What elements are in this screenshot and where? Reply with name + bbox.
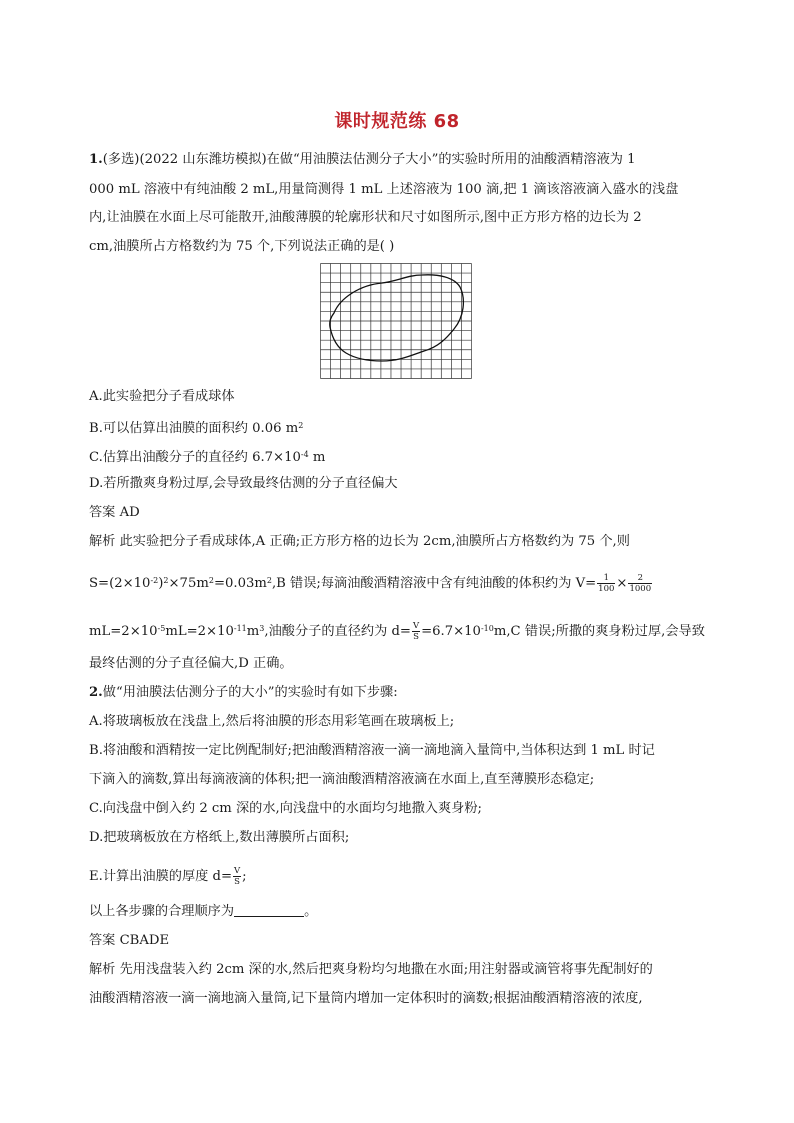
- q1-analysis-2: $S=(2\times 10^{-2})^2\times 75m^2=0.03m^2,B$ 错误;每滴油酸酒精溶液中含有纯油酸的体积约为 V= $\frac{1}{100}$ × $\frac{2}{1000}$: [89, 573, 652, 594]
- q2-step-b-2: 下滴入的滴数,算出每滴液滴的体积;把一滴油酸酒精溶液滴在水面上,直至薄膜形态稳定;: [89, 772, 595, 787]
- q1-analysis-3: $mL=2\times 10^{-5}mL=2\times 10^{-11}m^3$,油酸分子的直径约为 d= $\frac{V}{S}$ $=6.7\times 10^{-10}m,C$ 错误;所撒的爽身粉过厚,会导致: [89, 621, 705, 642]
- fraction-v-over-s-2: $\frac{V}{S}$: [234, 866, 241, 887]
- q1-analysis-4: 最终估测的分子直径偏大,D 正确。: [89, 656, 293, 671]
- oil-film-outline: [330, 275, 464, 361]
- q1-line-2: 000 mL 溶液中有纯油酸 2 mL,用量筒测得 1 mL 上述溶液为 100 滴,把 1 滴该溶液滴入盛水的浅盘: [89, 182, 679, 197]
- q2-number: 2.: [89, 685, 103, 700]
- q1-text-1: (多选)(2022 山东潍坊模拟)在做“用油膜法估测分子大小”的实验时所用的油酸酒精溶液为 1: [102, 152, 636, 167]
- q2-step-c: C.向浅盘中倒入约 2 cm 深的水,向浅盘中的水面均匀地撒入爽身粉;: [89, 801, 482, 816]
- q2-answer: 答案 CBADE: [89, 933, 170, 948]
- fraction-2-over-1000: $\frac{2}{1000}$: [629, 573, 652, 594]
- q2-step-a: A.将玻璃板放在浅盘上,然后将油膜的形态用彩笔画在玻璃板上;: [89, 714, 455, 729]
- q1-line-3: 内,让油膜在水面上尽可能散开,油酸薄膜的轮廓形状和尺寸如图所示,图中正方形方格的边长为 2: [89, 210, 642, 225]
- q2-step-e: E.计算出油膜的厚度 d= $\frac{V}{S}$ ;: [89, 866, 247, 887]
- q2-step-d: D.把玻璃板放在方格纸上,数出薄膜所占面积;: [89, 830, 350, 845]
- q2-analysis-1: 解析 先用浅盘装入约 2cm 深的水,然后把爽身粉均匀地撒在水面;用注射器或滴管将事先配制好的: [89, 962, 653, 977]
- oil-film-grid-figure: [320, 263, 472, 379]
- q1-answer: 答案 AD: [89, 505, 140, 520]
- q2-order: 以上各步骤的合理顺序为 。: [89, 904, 318, 919]
- q2-analysis-2: 油酸酒精溶液一滴一滴地滴入量筒,记下量筒内增加一定体积时的滴数;根据油酸酒精溶液的浓度,: [89, 991, 643, 1006]
- q1-line-4: cm,油膜所占方格数约为 75 个,下列说法正确的是( ): [89, 239, 395, 254]
- answer-blank[interactable]: [234, 903, 304, 917]
- q1-option-b: B.可以估算出油膜的面积约 0.06 $m^2$: [89, 421, 304, 436]
- q1-option-c: C.估算出油酸分子的直径约 $6.7\times 10^{-4}$ m: [89, 450, 326, 465]
- page-title: 课时规范练 68: [334, 111, 460, 132]
- q2-step-b-1: B.将油酸和酒精按一定比例配制好;把油酸酒精溶液一滴一滴地滴入量筒中,当体积达到 1 mL 时记: [89, 743, 655, 758]
- q1-number: 1.: [89, 152, 103, 167]
- q1-analysis-1: 解析 此实验把分子看成球体,A 正确;正方形方格的边长为 2cm,油膜所占方格数约为 75 个,则: [89, 534, 630, 549]
- q1-option-d: D.若所撒爽身粉过厚,会导致最终估测的分子直径偏大: [89, 476, 398, 491]
- q1-option-a: A.此实验把分子看成球体: [89, 389, 235, 404]
- q1-line-1: [89, 151, 636, 169]
- fraction-1-over-100: $\frac{1}{100}$: [598, 573, 615, 594]
- fraction-v-over-s: $\frac{V}{S}$: [412, 621, 420, 642]
- q2-stem: 2.做“用油膜法估测分子的大小”的实验时有如下步骤:: [89, 685, 398, 700]
